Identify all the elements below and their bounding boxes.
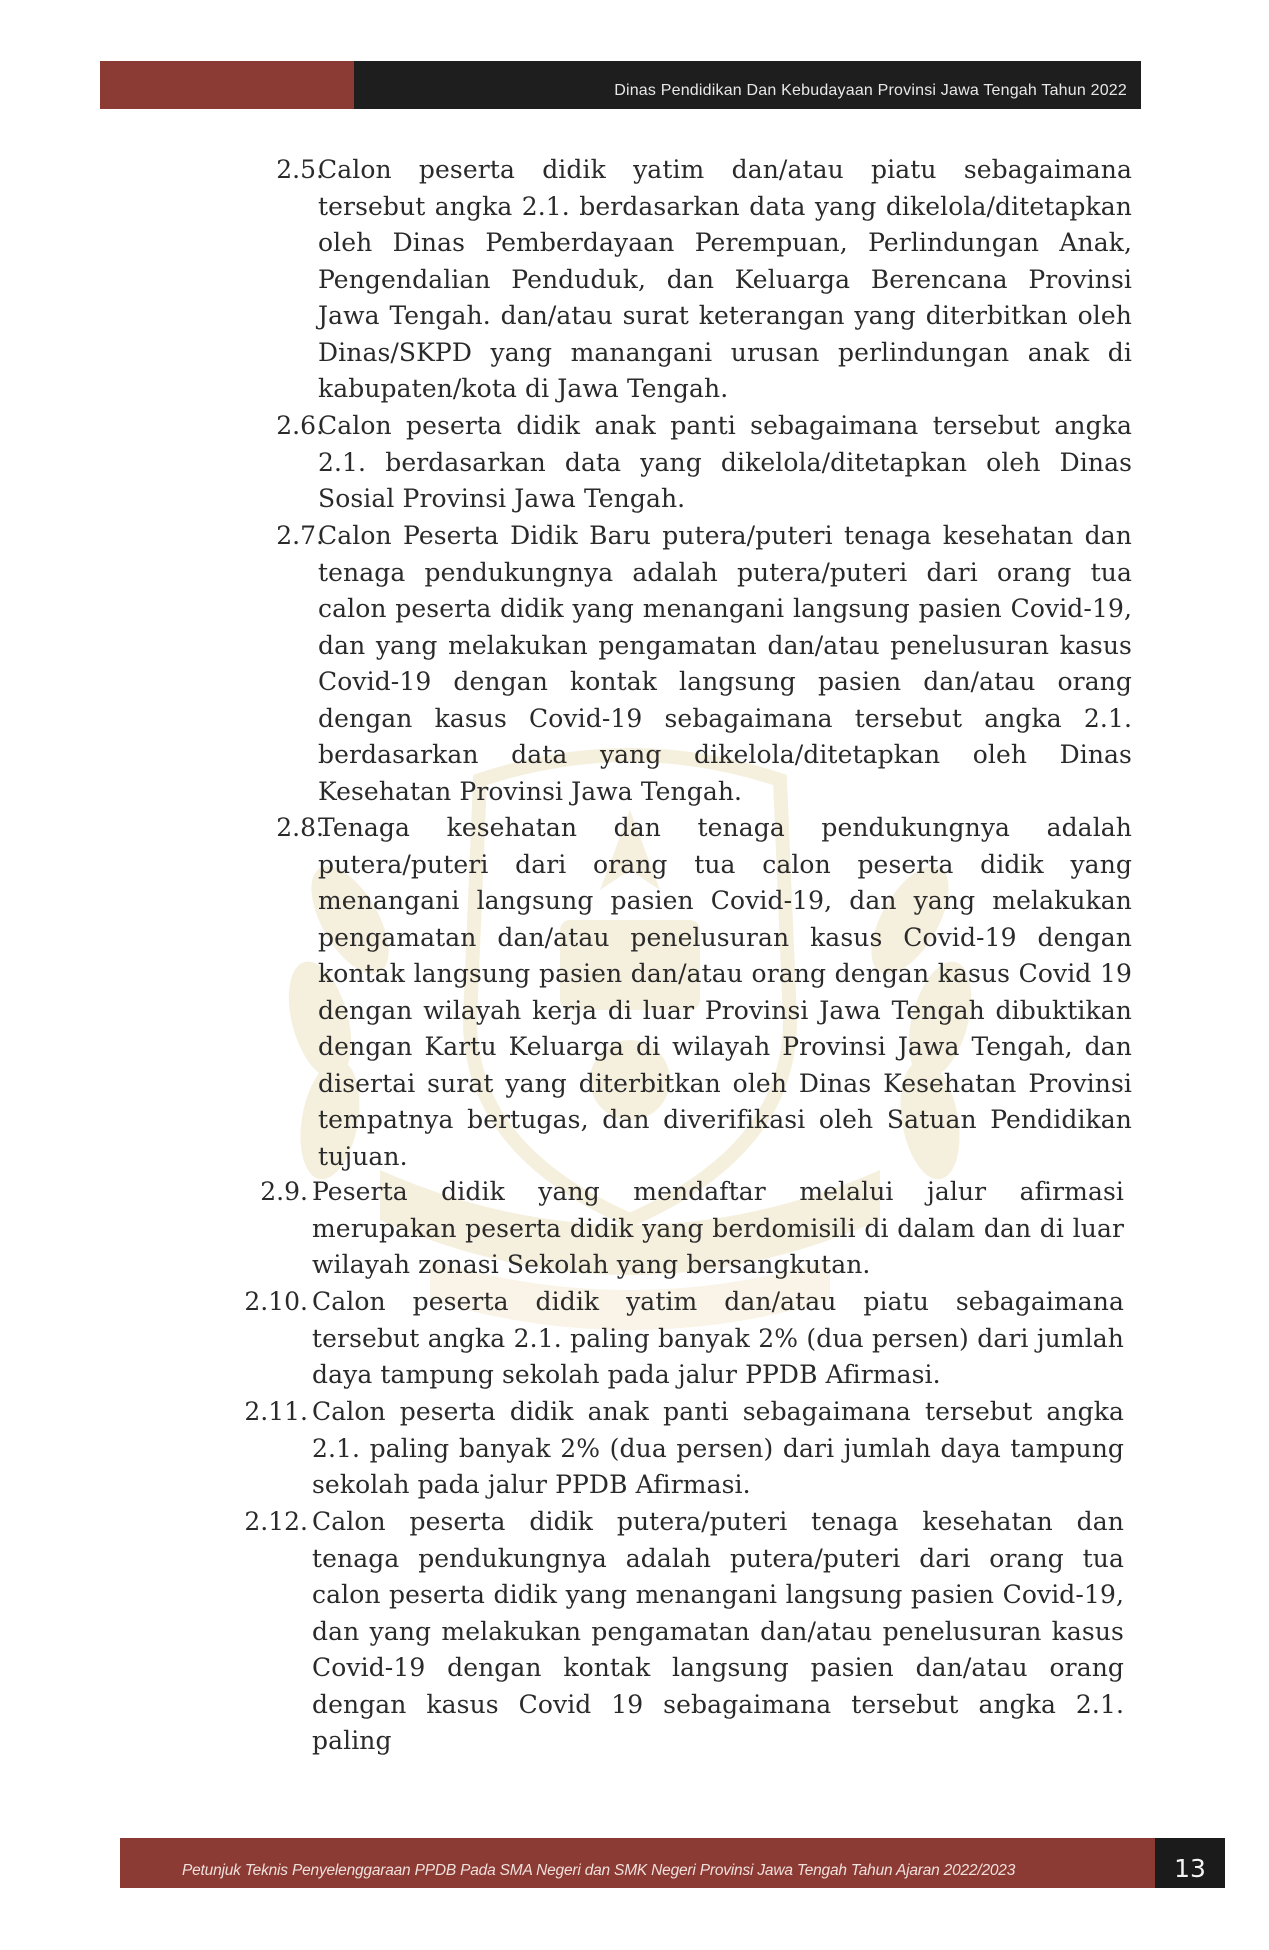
footer-title: Petunjuk Teknis Penyelenggaraan PPDB Pada SMA Negeri dan SMK Negeri Provinsi Jawa Tengah Tahun Ajaran 2022/2023 bbox=[120, 1838, 1155, 1888]
item-number: 2.9. bbox=[260, 1177, 308, 1206]
header-title: Dinas Pendidikan Dan Kebudayaan Provinsi Jawa Tengah Tahun 2022 bbox=[354, 61, 1141, 109]
item-text: Calon peserta didik yatim dan/atau piatu sebagaimana tersebut angka 2.1. berdasarkan data yang dikelola/ditetapkan oleh Dinas Pemberdayaan Perempuan, Perlindungan Anak, Pengendalian Penduduk, dan Keluarga Berencana Provinsi Jawa Tengah. dan/atau surat keterangan yang diterbitkan oleh Dinas/SKPD yang manangani urusan perlindungan anak di kabupaten/kota di Jawa Tengah. bbox=[318, 155, 1132, 403]
item-text: Calon peserta didik yatim dan/atau piatu sebagaimana tersebut angka 2.1. paling banyak 2% (dua persen) dari jumlah daya tampung sekolah pada jalur PPDB Afirmasi. bbox=[312, 1287, 1124, 1389]
item-number: 2.7. bbox=[276, 521, 324, 550]
page-number: 13 bbox=[1155, 1838, 1225, 1888]
item-number: 2.12. bbox=[244, 1507, 308, 1536]
header-accent-bar bbox=[100, 61, 354, 109]
item-text: Tenaga kesehatan dan tenaga pendukungnya adalah putera/puteri dari orang tua calon peserta didik yang menangani langsung pasien Covid-19, dan yang melakukan pengamatan dan/atau penelusuran kasus Covid-19 dengan kontak langsung pasien dan/atau orang dengan kasus Covid 19 dengan wilayah kerja di luar Provinsi Jawa Tengah dibuktikan dengan Kartu Keluarga di wilayah Provinsi Jawa Tengah, dan disertai surat yang diterbitkan oleh Dinas Kesehatan Provinsi tempatnya bertugas, dan diverifikasi oleh Satuan Pendidikan tujuan. bbox=[318, 813, 1132, 1171]
item-number: 2.5. bbox=[276, 155, 324, 184]
item-number: 2.8. bbox=[276, 813, 324, 842]
item-text: Calon peserta didik putera/puteri tenaga kesehatan dan tenaga pendukungnya adalah putera/puteri dari orang tua calon peserta didik yang menangani langsung pasien Covid-19, dan yang melakukan pengamatan dan/atau penelusuran kasus Covid-19 dengan kontak langsung pasien dan/atau orang dengan kasus Covid 19 sebagaimana tersebut angka 2.1. paling bbox=[312, 1507, 1124, 1755]
item-text: Calon Peserta Didik Baru putera/puteri tenaga kesehatan dan tenaga pendukungnya adalah putera/puteri dari orang tua calon peserta didik yang menangani langsung pasien Covid-19, dan yang melakukan pengamatan dan/atau penelusuran kasus Covid-19 dengan kontak langsung pasien dan/atau orang dengan kasus Covid-19 sebagaimana tersebut angka 2.1. berdasarkan data yang dikelola/ditetapkan oleh Dinas Kesehatan Provinsi Jawa Tengah. bbox=[318, 521, 1132, 806]
page-header bbox=[100, 61, 1141, 109]
item-number: 2.11. bbox=[244, 1397, 308, 1426]
page-footer bbox=[120, 1838, 1225, 1888]
item-text: Calon peserta didik anak panti sebagaimana tersebut angka 2.1. paling banyak 2% (dua persen) dari jumlah daya tampung sekolah pada jalur PPDB Afirmasi. bbox=[312, 1397, 1124, 1499]
item-number: 2.10. bbox=[244, 1287, 308, 1316]
item-text: Calon peserta didik anak panti sebagaimana tersebut angka 2.1. berdasarkan data yang dikelola/ditetapkan oleh Dinas Sosial Provinsi Jawa Tengah. bbox=[318, 411, 1132, 513]
item-number: 2.6. bbox=[276, 411, 324, 440]
item-text: Peserta didik yang mendaftar melalui jalur afirmasi merupakan peserta didik yang berdomisili di dalam dan di luar wilayah zonasi Sekolah yang bersangkutan. bbox=[312, 1177, 1124, 1279]
